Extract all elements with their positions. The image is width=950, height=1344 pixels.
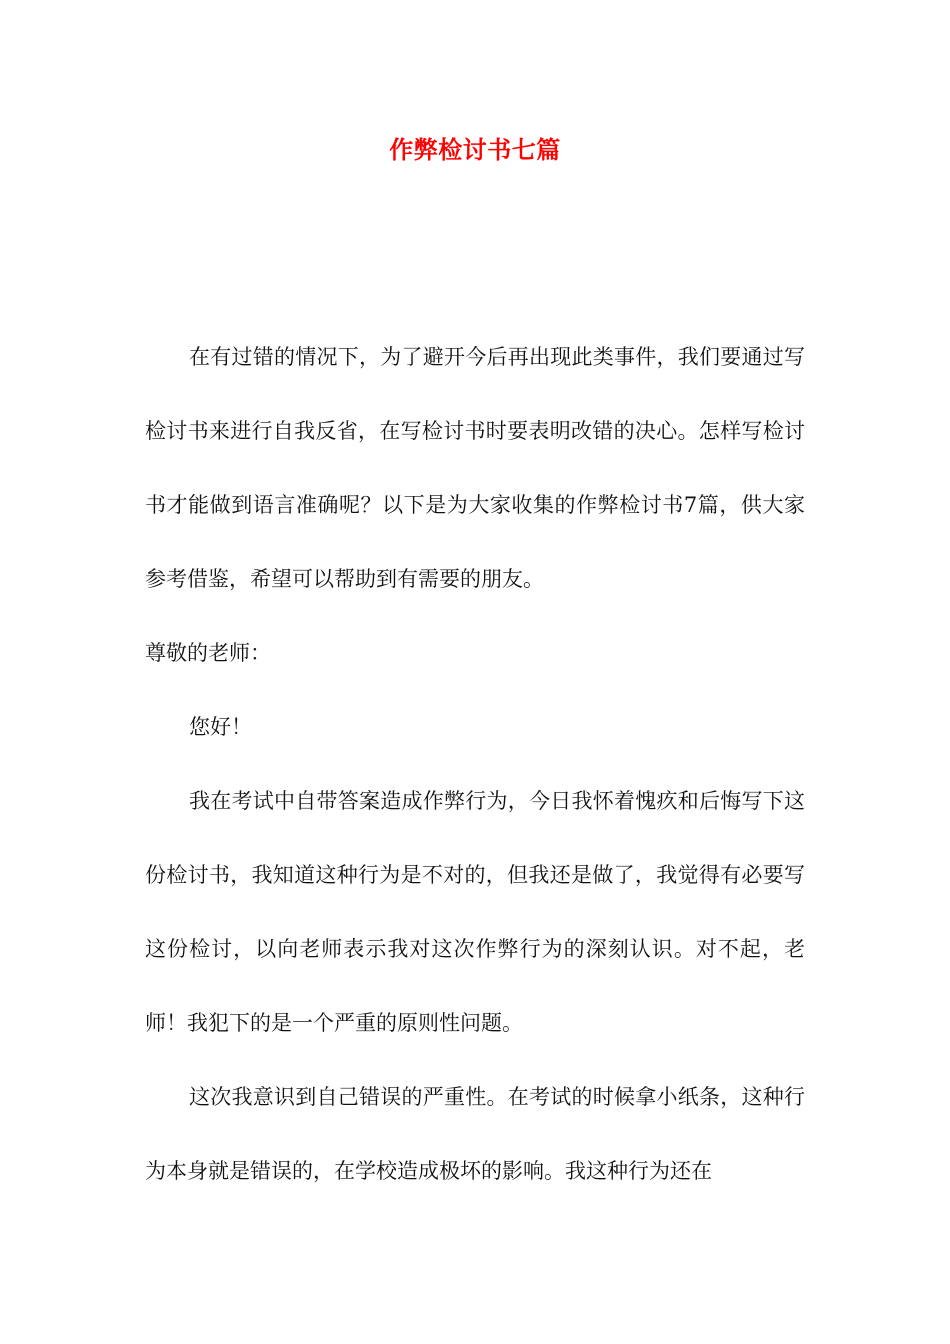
body-paragraph-1: 我在考试中自带答案造成作弊行为，今日我怀着愧疚和后悔写下这份检讨书，我知道这种行为是不对的，但我还是做了，我觉得有必要写这份检讨，以向老师表示我对这次作弊行为的深刻认识。对不起，老师！我犯下的是一个严重的原则性问题。 xyxy=(145,789,805,1035)
greeting: 您好！ xyxy=(189,715,252,739)
intro-paragraph: 在有过错的情况下，为了避开今后再出现此类事件，我们要通过写检讨书来进行自我反省，在写检讨书时要表明改错的决心。怎样写检讨书才能做到语言准确呢？以下是为大家收集的作弊检讨书7篇，供大家参考借鉴，希望可以帮助到有需要的朋友。 xyxy=(145,345,805,591)
salutation: 尊敬的老师： xyxy=(145,641,271,665)
document-body xyxy=(145,320,805,1208)
body-paragraph-2: 这次我意识到自己错误的严重性。在考试的时候拿小纸条，这种行为本身就是错误的，在学校造成极坏的影响。我这种行为还在 xyxy=(145,1085,805,1183)
document-title: 作弊检讨书七篇 xyxy=(389,135,561,164)
